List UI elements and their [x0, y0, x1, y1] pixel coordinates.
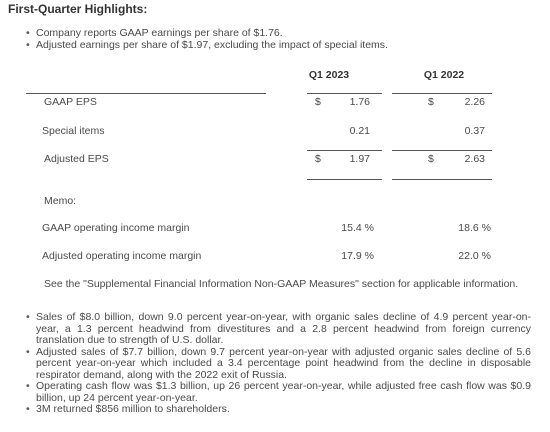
value-q1-2023: 15.4 % [341, 222, 374, 234]
row-label-adjusted-operating-margin: Adjusted operating income margin [42, 250, 202, 262]
value-q1-2023: 17.9 % [341, 250, 374, 262]
row-label-gaap-eps: GAAP EPS [44, 96, 97, 108]
table-note: See the "Supplemental Financial Information Non-GAAP Measures" section for applicable information. [44, 278, 519, 290]
list-item: • Adjusted sales of $7.7 billion, down 9.7 percent year-on-year with adjusted organic sales decline of 5.6 percent year-on-year which included a 3.4 percentage point headwind from the decline in disposable respirator demand, along with the 2022 exit of Russia. [26, 347, 531, 382]
table-rule [392, 179, 492, 180]
section-heading: First-Quarter Highlights: [8, 2, 148, 16]
currency-symbol: $ [315, 153, 321, 165]
top-bullet-list [26, 28, 526, 51]
value-q1-2023: 0.21 [349, 125, 370, 137]
list-item: • Sales of $8.0 billion, down 9.0 percent year-on-year, with organic sales decline of 4.9 percent year-on-year, a 1.3 percent headwind from divestitures and a 2.8 percent headwind from foreign currency translation due to strength of U.S. dollar. [26, 312, 531, 347]
table-rule [392, 93, 492, 94]
row-label-adjusted-eps: Adjusted EPS [44, 153, 109, 165]
value-q1-2023: 1.76 [349, 96, 370, 108]
currency-symbol: $ [315, 96, 321, 108]
table-rule [392, 150, 492, 151]
table-rule [26, 93, 266, 94]
table-rule [307, 150, 382, 151]
list-item: • Operating cash flow was $1.3 billion, up 26 percent year-on-year, while adjusted free cash flow was $0.9 billion, up 24 percent year-on-year. [26, 381, 531, 404]
currency-symbol: $ [428, 153, 434, 165]
value-q1-2023: 1.97 [349, 153, 370, 165]
list-item: • Company reports GAAP earnings per share of $1.76. [26, 28, 526, 40]
row-label-gaap-operating-margin: GAAP operating income margin [42, 222, 190, 234]
value-q1-2022: 0.37 [464, 125, 485, 137]
list-item: • 3M returned $856 million to shareholders. [26, 404, 531, 416]
row-label-memo: Memo: [44, 195, 77, 207]
column-header-q1-2022: Q1 2022 [423, 69, 465, 81]
row-label-special-items: Special items [42, 125, 105, 137]
bottom-bullet-list [26, 312, 531, 416]
table-rule [307, 179, 382, 180]
list-item: • Adjusted earnings per share of $1.97, excluding the impact of special items. [26, 40, 526, 52]
table-rule [307, 93, 382, 94]
column-header-q1-2023: Q1 2023 [308, 69, 350, 81]
value-q1-2022: 18.6 % [458, 222, 491, 234]
value-q1-2022: 2.63 [464, 153, 485, 165]
value-q1-2022: 22.0 % [458, 250, 491, 262]
value-q1-2022: 2.26 [464, 96, 485, 108]
currency-symbol: $ [428, 96, 434, 108]
